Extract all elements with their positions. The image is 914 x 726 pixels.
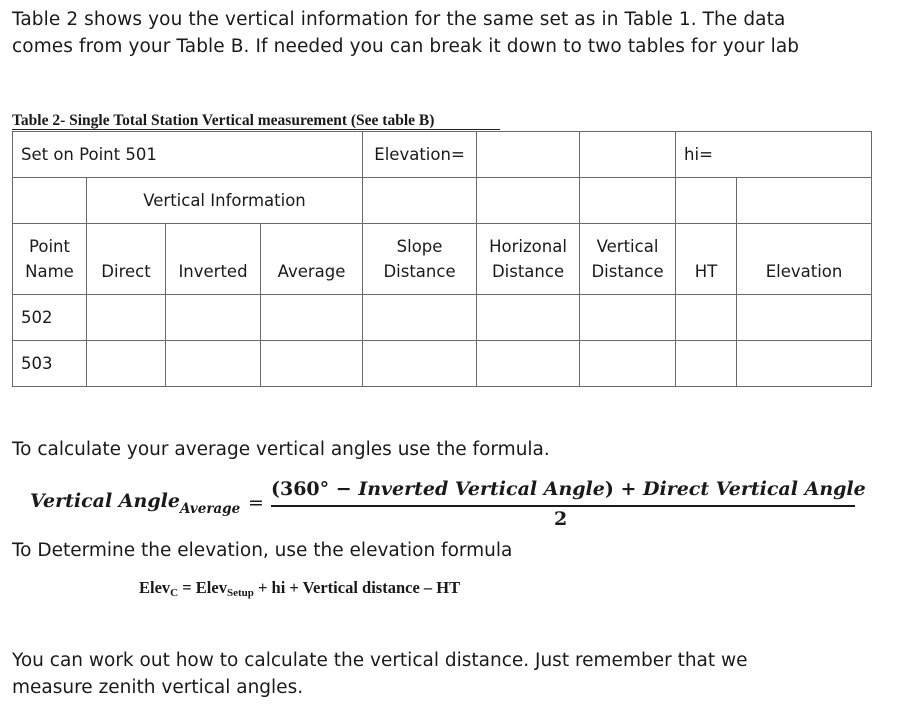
vertical-info-row	[13, 178, 872, 224]
header-line: Direct	[101, 262, 151, 281]
info-blank-cell	[737, 178, 872, 224]
vertical-distance-cell[interactable]	[580, 341, 676, 387]
info-blank-cell	[676, 178, 737, 224]
setup-elevation-value-cell[interactable]	[477, 132, 580, 178]
table-row	[13, 341, 872, 387]
header-ht	[676, 224, 737, 295]
header-inverted	[166, 224, 261, 295]
setup-row	[13, 132, 872, 178]
average-cell[interactable]	[261, 341, 363, 387]
table-caption: Table 2- Single Total Station Vertical measurement (See table B)	[12, 112, 435, 129]
average-cell[interactable]	[261, 295, 363, 341]
header-line: Slope	[396, 237, 443, 256]
numerator-mid: ) +	[604, 478, 644, 500]
column-header-row	[13, 224, 872, 295]
header-average	[261, 224, 363, 295]
formula-lhs-text: Vertical Angle	[30, 490, 180, 512]
slope-distance-cell[interactable]	[363, 295, 477, 341]
setup-elevation-label: Elevation=	[363, 132, 477, 178]
horizontal-distance-cell[interactable]	[477, 295, 580, 341]
point-name-cell: 502	[13, 295, 87, 341]
intro-line-2: comes from your Table B. If needed you can break it down to two tables for your lab	[12, 36, 800, 57]
numerator-open: (360° −	[271, 478, 359, 500]
info-blank-cell	[363, 178, 477, 224]
numerator-direct-term: Direct Vertical Angle	[643, 478, 866, 500]
header-line: Distance	[491, 262, 565, 281]
vertical-distance-cell[interactable]	[580, 295, 676, 341]
ht-cell[interactable]	[676, 295, 737, 341]
elev-b-sub: Setup	[226, 587, 254, 599]
header-line: Name	[25, 262, 74, 281]
elevation-cell[interactable]	[737, 295, 872, 341]
fraction-bar	[271, 505, 855, 507]
formula-denominator: 2	[554, 508, 568, 530]
average-formula-intro: To calculate your average vertical angles use the formula.	[12, 439, 550, 460]
formula-lhs-subscript: Average	[179, 501, 241, 517]
info-blank-cell	[580, 178, 676, 224]
header-slope-distance	[363, 224, 477, 295]
header-line: Distance	[383, 262, 456, 281]
table-row	[13, 295, 872, 341]
slope-distance-cell[interactable]	[363, 341, 477, 387]
hi-label-cell: hi=	[676, 132, 872, 178]
set-on-point-cell: Set on Point 501	[13, 132, 363, 178]
elev-b: = Elev	[178, 578, 227, 597]
header-line: Inverted	[178, 262, 248, 281]
direct-cell[interactable]	[87, 341, 166, 387]
elevation-cell[interactable]	[737, 341, 872, 387]
header-line: HT	[694, 262, 718, 281]
inverted-cell[interactable]	[166, 295, 261, 341]
numerator-inverted-term: Inverted Vertical Angle	[358, 478, 605, 500]
elevation-formula	[139, 578, 460, 599]
horizontal-distance-cell[interactable]	[477, 341, 580, 387]
direct-cell[interactable]	[87, 295, 166, 341]
elev-c: + hi + Vertical distance – HT	[253, 578, 461, 597]
header-line: Distance	[591, 262, 664, 281]
header-line: Horizonal	[489, 237, 567, 256]
formula-equals: =	[248, 492, 264, 514]
header-vertical-distance	[580, 224, 676, 295]
intro-paragraph	[12, 6, 892, 60]
closing-paragraph	[12, 647, 892, 701]
elev-a: Elev	[139, 578, 171, 597]
vertical-measurement-table	[12, 131, 872, 387]
setup-blank-cell[interactable]	[580, 132, 676, 178]
closing-line-2: measure zenith vertical angles.	[12, 677, 304, 698]
header-direct	[87, 224, 166, 295]
header-point-name	[13, 224, 87, 295]
elevation-formula-intro: To Determine the elevation, use the elevation formula	[12, 540, 513, 561]
vertical-information-header: Vertical Information	[87, 178, 363, 224]
ht-cell[interactable]	[676, 341, 737, 387]
closing-line-1: You can work out how to calculate the vertical distance. Just remember that we	[12, 650, 748, 671]
info-blank-cell	[13, 178, 87, 224]
info-blank-cell	[477, 178, 580, 224]
inverted-cell[interactable]	[166, 341, 261, 387]
header-line: Elevation	[765, 262, 843, 281]
point-name-cell: 503	[13, 341, 87, 387]
header-horizontal-distance	[477, 224, 580, 295]
caption-underline	[12, 129, 500, 130]
elev-a-sub: C	[170, 587, 179, 599]
formula-lhs	[30, 490, 241, 517]
header-elevation	[737, 224, 872, 295]
header-line: Vertical	[596, 237, 659, 256]
intro-line-1: Table 2 shows you the vertical information for the same set as in Table 1. The data	[12, 9, 786, 30]
header-line: Point	[29, 237, 70, 256]
header-line: Average	[277, 262, 346, 281]
formula-numerator	[271, 478, 866, 500]
